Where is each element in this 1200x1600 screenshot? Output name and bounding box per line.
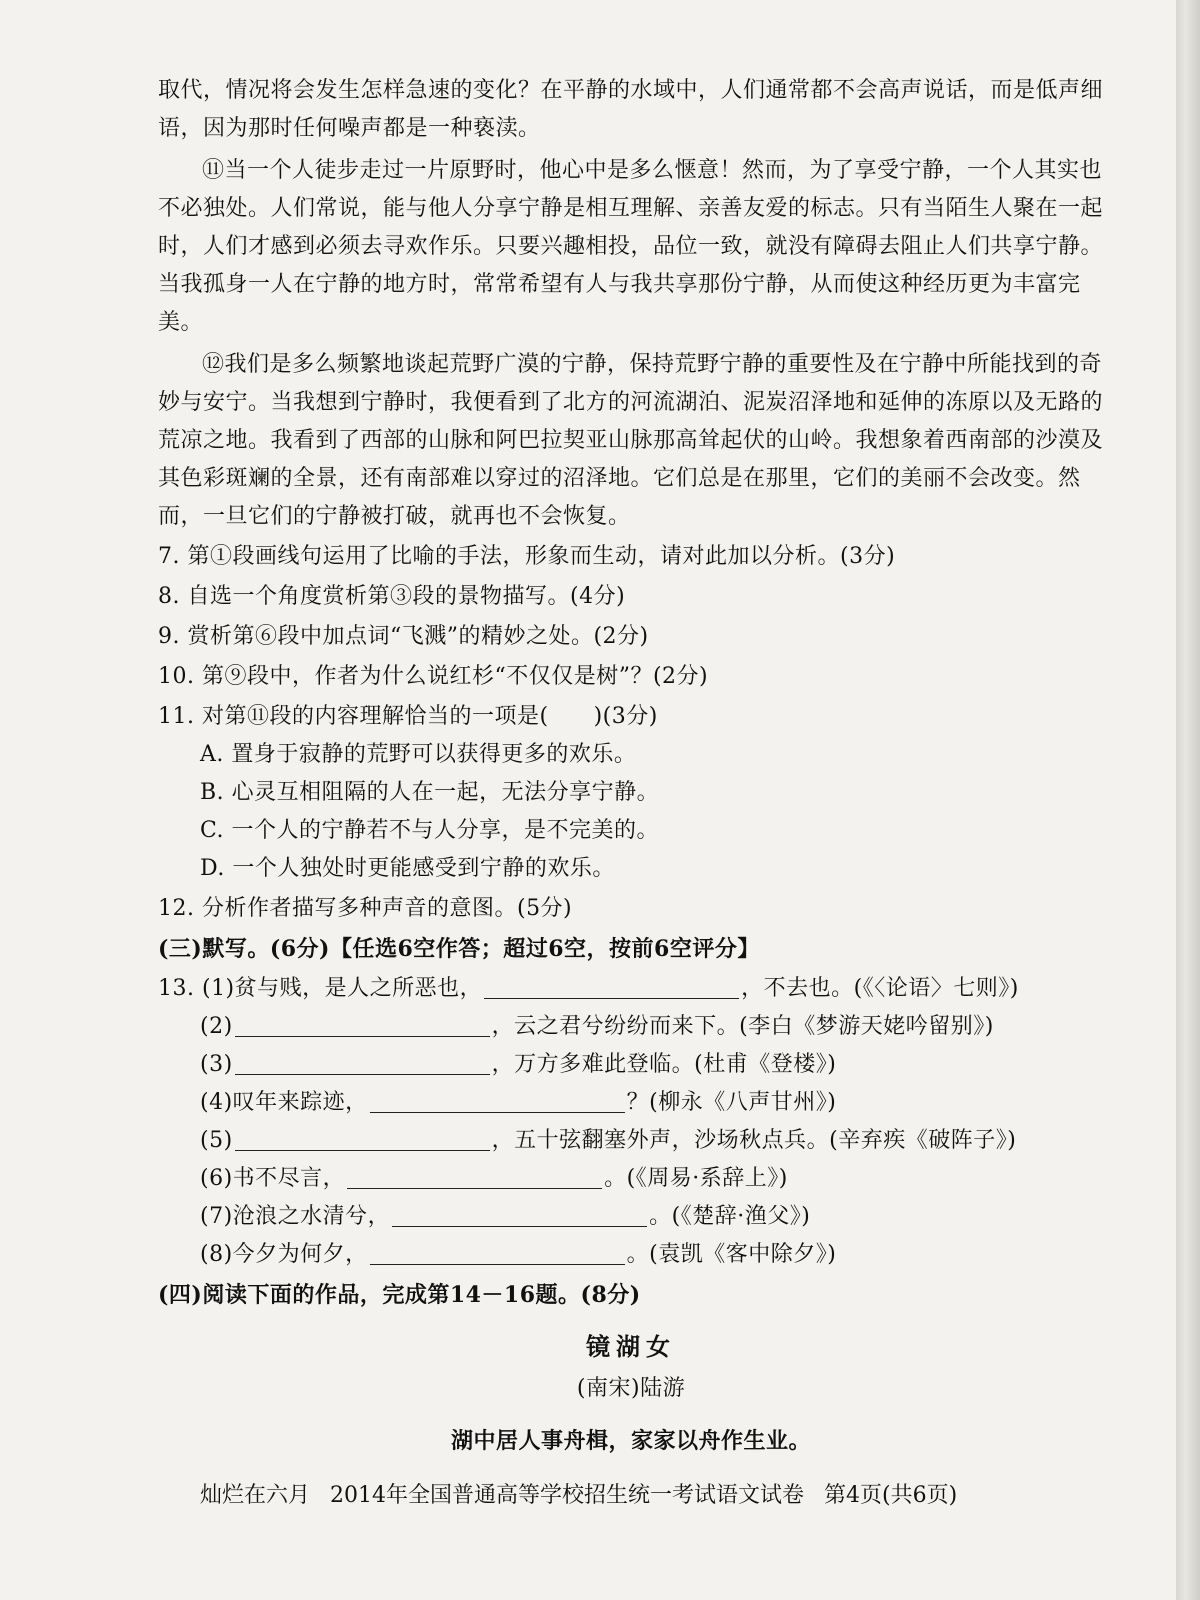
question-10: 10. 第⑨段中，作者为什么说红杉“不仅仅是树”？(2分): [158, 664, 709, 689]
dictation-8-suffix: 。(袁凯《客中除夕》): [626, 1242, 837, 1267]
passage-paragraph-continued: 取代，情况将会发生怎样急速的变化？在平静的水域中，人们通常都不会高声说话，而是低声细语，因为那时任何噪声都是一种亵渎。: [158, 78, 1104, 141]
dictation-line-5: [158, 1122, 1104, 1160]
dictation-3-prefix: (3): [200, 1052, 233, 1077]
poem-title: 镜湖女: [586, 1332, 676, 1361]
question-12: 12. 分析作者描写多种声音的意图。(5分): [158, 896, 573, 921]
dictation-7-blank[interactable]: [392, 1202, 647, 1227]
dictation-5-suffix: ，五十弦翻塞外声，沙场秋点兵。(辛弃疾《破阵子》): [491, 1128, 1017, 1153]
dictation-2-blank[interactable]: [235, 1012, 490, 1037]
dictation-7-prefix: (7)沧浪之水清兮，: [200, 1204, 391, 1229]
question-11: 11. 对第⑪段的内容理解恰当的一项是( )(3分): [158, 704, 658, 729]
dictation-line-6: [158, 1160, 1104, 1198]
dictation-1-suffix: ，不去也。(《〈论语〉七则》): [741, 976, 1019, 1001]
footer-page-number: 第4页(共6页): [824, 1483, 958, 1508]
dictation-8-prefix: (8)今夕为何夕，: [200, 1242, 368, 1267]
question-9: 9. 赏析第⑥段中加点词“飞溅”的精妙之处。(2分): [158, 624, 649, 649]
dictation-6-suffix: 。(《周易·系辞上》): [604, 1166, 788, 1191]
question-7: 7. 第①段画线句运用了比喻的手法，形象而生动，请对此加以分析。(3分): [158, 544, 896, 569]
dictation-5-prefix: (5): [200, 1128, 233, 1153]
option-a: A. 置身于寂静的荒野可以获得更多的欢乐。: [200, 742, 637, 767]
dictation-3-blank[interactable]: [235, 1050, 490, 1075]
dictation-4-suffix: ？(柳永《八声甘州》): [626, 1090, 837, 1115]
footer-exam-title: 2014年全国普通高等学校招生统一考试语文试卷: [330, 1483, 805, 1508]
dictation-line-1: [158, 970, 1104, 1008]
dictation-4-prefix: (4)叹年来踪迹，: [200, 1090, 368, 1115]
page-content: [158, 72, 1104, 1460]
dictation-4-blank[interactable]: [370, 1088, 625, 1113]
footer-left: 灿烂在六月: [200, 1483, 311, 1508]
dictation-line-7: [158, 1198, 1104, 1236]
passage-paragraph-11: ⑪当一个人徒步走过一片原野时，他心中是多么惬意！然而，为了享受宁静，一个人其实也不必独处。人们常说，能与他人分享宁静是相互理解、亲善友爱的标志。只有当陌生人聚在一起时，人们才感到必须去寻欢作乐。只要兴趣相投，品位一致，就没有障碍去阻止人们共享宁静。当我孤身一人在宁静的地方时，常常希望有人与我共享那份宁静，从而使这种经历更为丰富完美。: [158, 158, 1104, 335]
dictation-2-prefix: (2): [200, 1014, 233, 1039]
dictation-line-4: [158, 1084, 1104, 1122]
dictation-3-suffix: ，万方多难此登临。(杜甫《登楼》): [491, 1052, 837, 1077]
dictation-1-prefix: 13. (1)贫与贱，是人之所恶也，: [158, 976, 483, 1001]
dictation-7-suffix: 。(《楚辞·渔父》): [649, 1204, 811, 1229]
section-3-title: (三)默写。(6分)【任选6空作答；超过6空，按前6空评分】: [158, 936, 760, 962]
option-d: D. 一个人独处时更能感受到宁静的欢乐。: [200, 856, 615, 881]
dictation-5-blank[interactable]: [235, 1126, 490, 1151]
dictation-line-3: [158, 1046, 1104, 1084]
dictation-2-suffix: ，云之君兮纷纷而来下。(李白《梦游天姥吟留别》): [491, 1014, 994, 1039]
section-4-title: (四)阅读下面的作品，完成第14－16题。(8分): [158, 1282, 641, 1308]
dictation-line-2: [158, 1008, 1104, 1046]
dictation-line-8: [158, 1236, 1104, 1274]
dictation-6-prefix: (6)书不尽言，: [200, 1166, 346, 1191]
dictation-1-blank[interactable]: [484, 974, 739, 999]
dictation-6-blank[interactable]: [347, 1164, 602, 1189]
poem-author: (南宋)陆游: [576, 1376, 686, 1401]
passage-paragraph-12: ⑫我们是多么频繁地谈起荒野广漠的宁静，保持荒野宁静的重要性及在宁静中所能找到的奇妙与安宁。当我想到宁静时，我便看到了北方的河流湖泊、泥炭沼泽地和延伸的冻原以及无路的荒凉之地。我看到了西部的山脉和阿巴拉契亚山脉那高耸起伏的山岭。我想象着西南部的沙漠及其色彩斑斓的全景，还有南部难以穿过的沼泽地。它们总是在那里，它们的美丽不会改变。然而，一旦它们的宁静被打破，就再也不会恢复。: [158, 352, 1104, 529]
question-8: 8. 自选一个角度赏析第③段的景物描写。(4分): [158, 584, 626, 609]
option-c: C. 一个人的宁静若不与人分享，是不完美的。: [200, 818, 660, 843]
option-b: B. 心灵互相阻隔的人在一起，无法分享宁静。: [200, 780, 660, 805]
poem-line-1: 湖中居人事舟楫，家家以舟作生业。: [450, 1428, 811, 1454]
dictation-8-blank[interactable]: [370, 1240, 625, 1265]
page-footer: [200, 1478, 1060, 1509]
page-edge-shadow: [1176, 0, 1200, 1600]
